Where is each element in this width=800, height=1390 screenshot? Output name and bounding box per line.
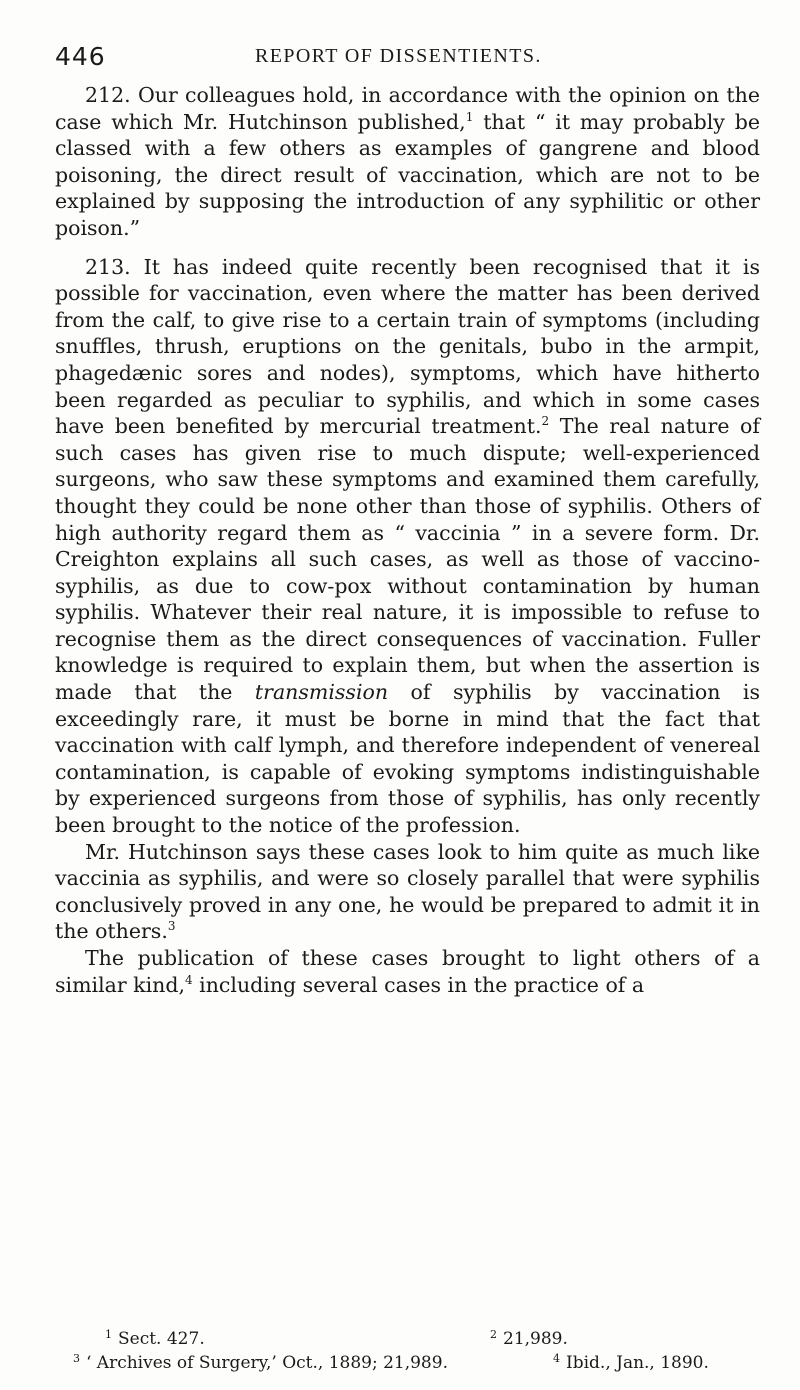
body-text <box>55 82 760 998</box>
paragraph-213 <box>55 254 760 839</box>
emphasized-word: transmission <box>254 680 389 705</box>
footnote-text: Sect. 427. <box>118 1329 205 1349</box>
footnote-text: ‘ Archives of Surgery,’ Oct., 1889; 21,989. <box>86 1353 448 1373</box>
paragraph-212 <box>55 82 760 242</box>
footnote-mark: 3 <box>73 1352 80 1365</box>
footnote-ref-2: 2 <box>541 414 550 429</box>
paragraph-text: It has indeed quite recently been recognised that it is possible for vaccination, even where the matter has been derived from the calf, to give rise to a certain train of symptoms (including snuffles, thrush, eruptions on the genitals, bubo in the armpit, phagedænic sores and nodes), symptoms, which have hitherto been regarded as peculiar to syphilis, and which in some cases have been benefited by mercurial treatment. <box>55 254 760 439</box>
footnote-mark: 4 <box>553 1352 560 1365</box>
footnote-3 <box>73 1347 448 1375</box>
footnote-text: Ibid., Jan., 1890. <box>566 1353 709 1373</box>
running-title: REPORT OF DISSENTIENTS. <box>255 45 542 67</box>
footnotes <box>55 1323 760 1371</box>
running-header <box>55 42 755 78</box>
footnote-mark: 1 <box>105 1328 112 1341</box>
paragraph-text: Our colleagues hold, in accordance with the opinion on the case which Mr. Hutchinson published, <box>55 83 760 134</box>
paragraph-text: that “ it may probably be classed with a few others as examples of gangrene and blood poisoning, the direct result of vaccination, which are not to be explained by supposing the introduction of any syphilitic or other poison.” <box>55 109 760 240</box>
footnote-ref-1: 1 <box>465 109 474 124</box>
footnote-4 <box>553 1347 709 1375</box>
footnote-mark: 2 <box>490 1328 497 1341</box>
paragraph-hutchinson <box>55 839 760 945</box>
page-number: 446 <box>55 42 106 71</box>
paragraph-text: including several cases in the practice of a <box>192 972 645 997</box>
paragraph-text: of syphilis by vaccination is exceedingly rare, it must be borne in mind that the fact that vaccination with calf lymph, and therefore independent of venereal contamination, is capable of evoking symptoms indistinguishable by experienced surgeons from those of syphilis, has only recently been brought to the notice of the profession. <box>55 680 760 838</box>
footnote-text: 21,989. <box>503 1329 568 1349</box>
footnote-ref-3: 3 <box>167 919 176 934</box>
paragraph-text: The publication of these cases brought to light others of a similar kind, <box>55 946 760 997</box>
footnote-row <box>55 1347 760 1371</box>
paragraph-text: The real nature of such cases has given rise to much dispute; well-experienced surgeons, who saw these symptoms and examined them carefully, thought they could be none other than those of syphilis. Others of high authority regard them as “ vaccinia ” in a severe form. Dr. Creighton explains all such cases, as well as those of vaccino-syphilis, as due to cow-pox without contamination by human syphilis. Whatever their real nature, it is impossible to refuse to recognise them as the direct consequences of vaccination. Fuller knowledge is required to explain them, but when the assertion is made that the <box>55 414 760 705</box>
footnote-ref-4: 4 <box>185 972 193 987</box>
paragraph-number: 213. <box>85 254 131 279</box>
paragraph-number: 212. <box>85 83 131 107</box>
paragraph-publication <box>55 945 760 998</box>
footnote-row <box>55 1323 760 1347</box>
paragraph-text: Mr. Hutchinson says these cases look to him quite as much like vaccinia as syphilis, and were so closely parallel that were syphilis conclusively proved in any one, he would be prepared to admit it in the others. <box>55 839 760 944</box>
